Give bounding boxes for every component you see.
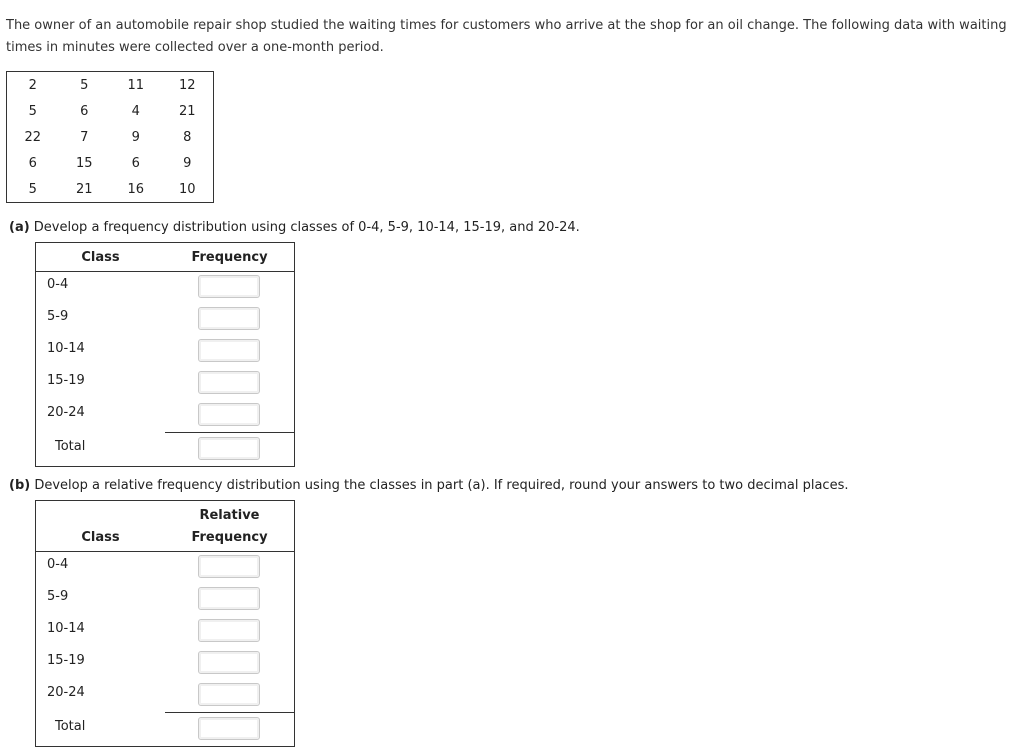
frequency-input-0-4[interactable]	[198, 275, 260, 298]
class-label: 15-19	[47, 653, 85, 668]
total-divider	[165, 712, 294, 713]
relative-frequency-input-0-4[interactable]	[198, 555, 260, 578]
frequency-input-5-9[interactable]	[198, 307, 260, 330]
class-label: 0-4	[47, 557, 69, 572]
relative-frequency-input-5-9[interactable]	[198, 587, 260, 610]
table-cell: 21	[75, 181, 93, 197]
frequency-distribution-table	[35, 242, 295, 467]
waiting-times-table	[6, 71, 214, 203]
class-label: 10-14	[47, 341, 85, 356]
class-label: 15-19	[47, 373, 85, 388]
part-b-label: (b)	[9, 478, 31, 493]
relative-frequency-input-20-24[interactable]	[198, 683, 260, 706]
table-cell: 8	[183, 129, 192, 145]
table-row	[7, 72, 213, 98]
column-header-class: Class	[81, 250, 120, 265]
table-cell: 12	[178, 77, 196, 93]
table-row	[7, 150, 213, 176]
part-b-question	[9, 478, 848, 494]
frequency-input-10-14[interactable]	[198, 339, 260, 362]
table-cell: 5	[80, 77, 89, 93]
class-label: 0-4	[47, 277, 69, 292]
table-cell: 6	[80, 103, 89, 119]
total-label: Total	[55, 719, 86, 734]
frequency-input-15-19[interactable]	[198, 371, 260, 394]
total-label: Total	[55, 439, 86, 454]
total-divider	[165, 432, 294, 433]
part-b-text: Develop a relative frequency distribution using the classes in part (a). If required, round your answers to two decimal places.	[30, 478, 849, 493]
table-row	[7, 98, 213, 124]
problem-intro: The owner of an automobile repair shop studied the waiting times for customers who arrive at the shop for an oil change. The following data with waiting times in minutes were collected over a one-month period.	[6, 18, 1007, 55]
relative-frequency-input-10-14[interactable]	[198, 619, 260, 642]
class-label: 5-9	[47, 309, 69, 324]
table-cell: 21	[178, 103, 196, 119]
column-header-class: Class	[81, 530, 120, 545]
relative-frequency-distribution-table	[35, 500, 295, 747]
header-divider	[36, 551, 294, 552]
frequency-input-total[interactable]	[198, 437, 260, 460]
frequency-input-20-24[interactable]	[198, 403, 260, 426]
header-divider	[36, 271, 294, 272]
column-header-relative: Relative	[199, 508, 260, 523]
class-label: 10-14	[47, 621, 85, 636]
table-cell: 9	[131, 129, 140, 145]
table-cell: 16	[127, 181, 145, 197]
table-cell: 2	[28, 77, 37, 93]
table-cell: 22	[24, 129, 42, 145]
table-row	[7, 124, 213, 150]
relative-frequency-input-15-19[interactable]	[198, 651, 260, 674]
table-cell: 4	[131, 103, 140, 119]
part-a-text: Develop a frequency distribution using classes of 0-4, 5-9, 10-14, 15-19, and 20-24.	[29, 220, 580, 235]
table-row	[7, 176, 213, 202]
table-cell: 6	[131, 155, 140, 171]
table-cell: 15	[75, 155, 93, 171]
relative-frequency-input-total[interactable]	[198, 717, 260, 740]
table-cell: 7	[80, 129, 89, 145]
class-label: 20-24	[47, 405, 85, 420]
column-header-frequency: Frequency	[191, 250, 268, 265]
table-cell: 6	[28, 155, 37, 171]
part-a-question	[9, 220, 580, 236]
class-label: 5-9	[47, 589, 69, 604]
table-cell: 10	[178, 181, 196, 197]
table-cell: 5	[28, 103, 37, 119]
table-cell: 11	[127, 77, 145, 93]
table-cell: 5	[28, 181, 37, 197]
class-label: 20-24	[47, 685, 85, 700]
table-cell: 9	[183, 155, 192, 171]
part-a-label: (a)	[9, 220, 30, 235]
column-header-frequency: Frequency	[191, 530, 268, 545]
